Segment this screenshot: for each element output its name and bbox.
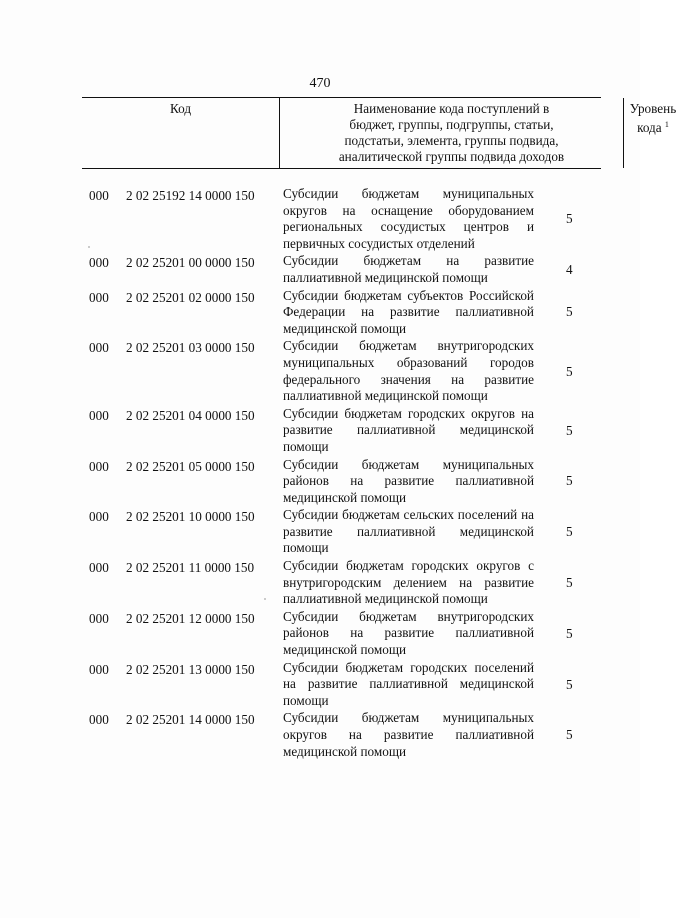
code-level: 5 <box>566 524 573 540</box>
income-name: Субсидии бюджетам муниципальных округов на оснащение оборудованием региональных сосудистых центров и первичных сосудистых отделений <box>283 186 534 251</box>
income-code: 2 02 25201 12 0000 150 <box>126 610 255 626</box>
header-level-line2 <box>622 117 684 136</box>
code-level: 5 <box>566 422 573 438</box>
income-code: 2 02 25201 04 0000 150 <box>126 407 255 423</box>
code-level: 5 <box>566 211 573 227</box>
income-code: 2 02 25201 00 0000 150 <box>126 255 255 271</box>
table-row <box>0 507 640 557</box>
code-level: 5 <box>566 363 573 379</box>
header-name-line: подстатьи, элемента, группы подвида, <box>344 133 559 148</box>
income-name: Субсидии бюджетам субъектов Российской Федерации на развитие паллиативной медицинской помощи <box>283 287 534 336</box>
admin-code: 000 <box>89 255 109 271</box>
header-code: Код <box>169 101 192 116</box>
header-level-line1: Уровень <box>629 101 677 116</box>
income-name: Субсидии бюджетам городских округов на развитие паллиативной медицинской помощи <box>283 405 534 454</box>
income-code: 2 02 25201 03 0000 150 <box>126 340 255 356</box>
header-name-line: аналитической группы подвида доходов <box>338 149 565 164</box>
income-name: Субсидии бюджетам на развитие паллиативной медицинской помощи <box>283 253 534 285</box>
income-name: Субсидии бюджетам городских поселений на развитие паллиативной медицинской помощи <box>283 659 534 708</box>
admin-code: 000 <box>89 289 109 305</box>
income-name: Субсидии бюджетам внутригородских районов на развитие паллиативной медицинской помощи <box>283 608 534 658</box>
header-level-word: кода <box>637 120 662 135</box>
table-row <box>0 660 640 710</box>
admin-code: 000 <box>89 610 109 626</box>
income-name: Субсидии бюджетам муниципальных округов на развитие паллиативной медицинской помощи <box>283 710 534 759</box>
table-row <box>0 338 640 404</box>
code-level: 5 <box>566 574 573 590</box>
table-row <box>0 710 640 760</box>
header-level <box>622 98 684 168</box>
table-row <box>0 406 640 456</box>
code-level: 5 <box>566 473 573 489</box>
code-level: 5 <box>566 727 573 743</box>
admin-code: 000 <box>89 458 109 474</box>
table-row <box>0 457 640 507</box>
code-level: 5 <box>566 625 573 641</box>
code-level: 5 <box>566 304 573 320</box>
income-code: 2 02 25192 14 0000 150 <box>126 188 255 203</box>
table-row <box>0 288 640 338</box>
table-header <box>82 97 677 169</box>
income-code: 2 02 25201 14 0000 150 <box>126 712 255 728</box>
income-name: Субсидии бюджетам сельских поселений на развитие паллиативной медицинской помощи <box>283 507 534 556</box>
admin-code: 000 <box>89 661 109 677</box>
table-row <box>0 186 640 252</box>
table-row <box>0 609 640 659</box>
income-code: 2 02 25201 10 0000 150 <box>126 509 255 525</box>
admin-code: 000 <box>89 712 109 728</box>
admin-code: 000 <box>89 340 109 356</box>
income-name: Субсидии бюджетам муниципальных районов на развитие паллиативной медицинской помощи <box>283 456 534 505</box>
admin-code: 000 <box>89 560 109 576</box>
income-code: 2 02 25201 11 0000 150 <box>126 560 255 576</box>
scan-speck <box>88 246 90 248</box>
admin-code: 000 <box>89 407 109 423</box>
header-name <box>279 98 624 168</box>
scan-speck <box>264 598 266 600</box>
income-code: 2 02 25201 05 0000 150 <box>126 458 255 474</box>
page-number: 470 <box>309 76 331 91</box>
admin-code: 000 <box>89 509 109 525</box>
table-row <box>0 253 640 286</box>
table-row <box>0 558 640 608</box>
admin-code: 000 <box>89 188 109 203</box>
footnote-mark: 1 <box>664 120 669 129</box>
header-name-line: бюджет, группы, подгруппы, статьи, <box>349 117 554 132</box>
table-body <box>0 186 640 761</box>
code-level: 4 <box>566 261 573 277</box>
income-code: 2 02 25201 13 0000 150 <box>126 661 255 677</box>
income-name: Субсидии бюджетам городских округов с внутригородским делением на развитие паллиативной медицинской помощи <box>283 558 534 607</box>
income-name: Субсидии бюджетам внутригородских муниципальных образований городов федерального значения на развитие паллиативной медицинской помощи <box>283 338 534 404</box>
income-code: 2 02 25201 02 0000 150 <box>126 289 255 305</box>
code-level: 5 <box>566 676 573 692</box>
header-name-line: Наименование кода поступлений в <box>353 101 550 116</box>
